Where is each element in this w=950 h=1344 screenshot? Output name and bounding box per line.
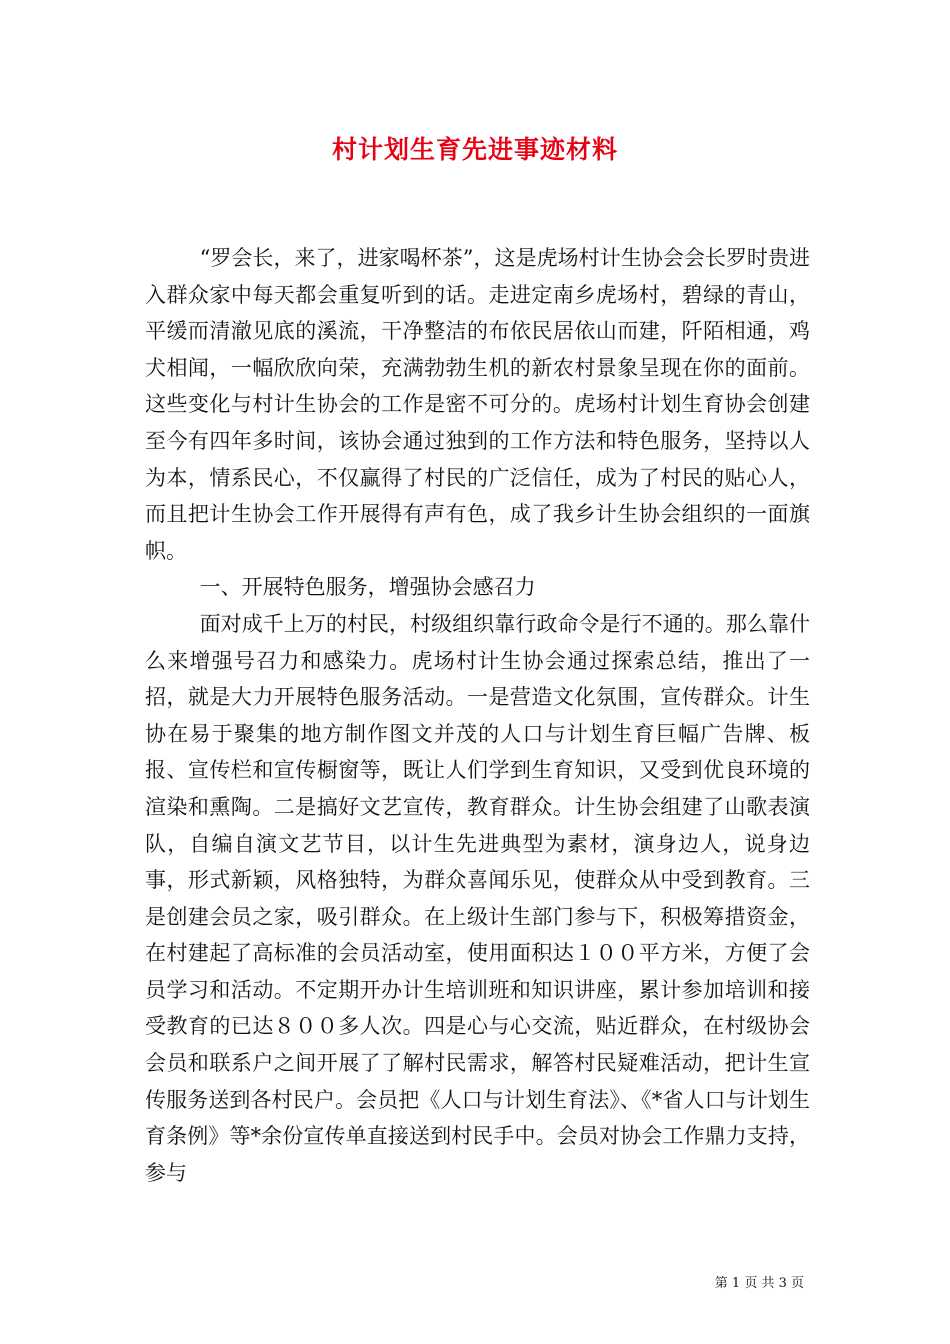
document-title: 村计划生育先进事迹材料	[331, 135, 618, 164]
document-body	[145, 240, 810, 1191]
paragraph-section-one: 面对成千上万的村民，村级组织靠行政命令是行不通的。那么靠什么来增强号召力和感染力。虎场村计生协会通过探索总结，推出了一招，就是大力开展特色服务活动。一是营造文化氛围，宣传群众。计生协在易于聚集的地方制作图文并茂的人口与计划生育巨幅广告牌、板报、宣传栏和宣传橱窗等，既让人们学到生育知识，又受到优良环境的渲染和熏陶。二是搞好文艺宣传，教育群众。计生协会组建了山歌表演队，自编自演文艺节目，以计生先进典型为素材，演身边人，说身边事，形式新颖，风格独特，为群众喜闻乐见，使群众从中受到教育。三是创建会员之家，吸引群众。在上级计生部门参与下，积极筹措资金，在村建起了高标准的会员活动室，使用面积达１００平方米，方便了会员学习和活动。不定期开办计生培训班和知识讲座，累计参加培训和接受教育的已达８００多人次。四是心与心交流，贴近群众，在村级协会会员和联系户之间开展了了解村民需求，解答村民疑难活动，把计生宣传服务送到各村民户。会员把《人口与计划生育法》、《*省人口与计划生育条例》等*余份宣传单直接送到村民手中。会员对协会工作鼎力支持，参与	[145, 611, 810, 1185]
page-number: 第 1 页 共 3 页	[714, 1276, 804, 1291]
paragraph-intro: “罗会长，来了，进家喝杯茶”，这是虎场村计生协会会长罗时贵进入群众家中每天都会重复听到的话。走进定南乡虎场村，碧绿的青山，平缓而清澈见底的溪流，干净整洁的布依民居依山而建，阡陌相通，鸡犬相闻，一幅欣欣向荣，充满勃勃生机的新农村景象呈现在你的面前。这些变化与村计生协会的工作是密不可分的。虎场村计划生育协会创建至今有四年多时间，该协会通过独到的工作方法和特色服务，坚持以人为本，情系民心，不仅赢得了村民的广泛信任，成为了村民的贴心人，而且把计生协会工作开展得有声有色，成了我乡计生协会组织的一面旗帜。	[145, 246, 810, 563]
section-heading: 一、开展特色服务，增强协会感召力	[199, 575, 536, 600]
